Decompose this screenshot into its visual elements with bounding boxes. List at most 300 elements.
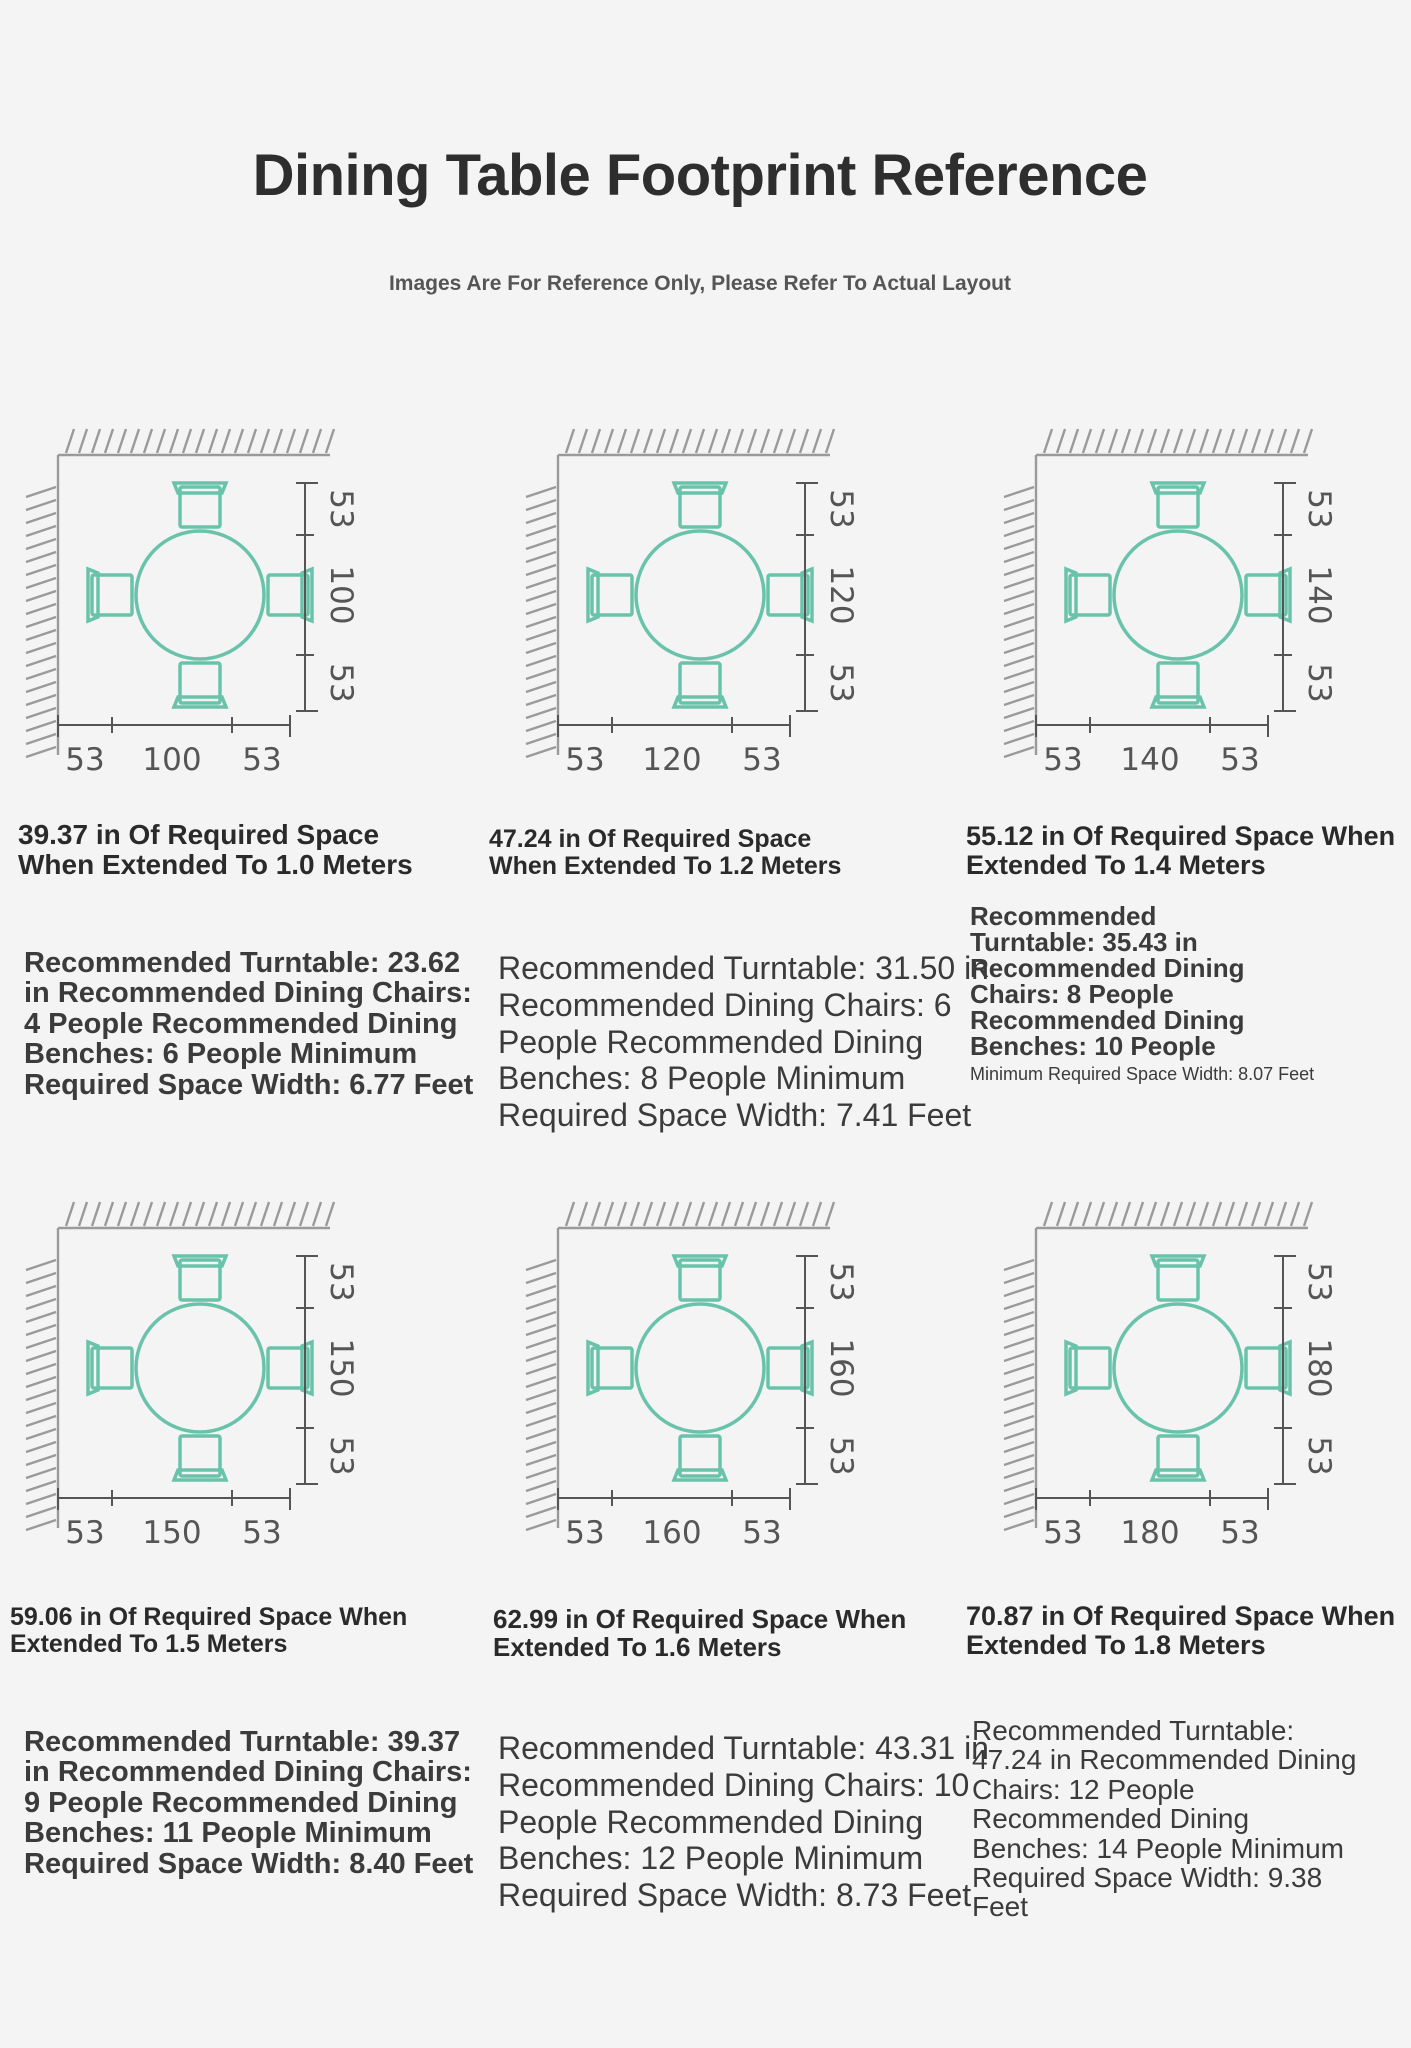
wall-hatch-mark — [300, 429, 308, 453]
wall-hatch-mark — [287, 429, 295, 453]
wall-hatch-mark — [274, 429, 282, 453]
wall-hatch-mark — [618, 1202, 626, 1226]
wall-hatch-mark — [1004, 617, 1034, 627]
wall-hatch-mark — [526, 1390, 556, 1400]
wall-hatch-mark — [813, 429, 821, 453]
wall-hatch-mark — [1304, 429, 1312, 453]
wall-hatch-mark — [526, 682, 556, 692]
dim-right-middle: 120 — [823, 565, 859, 625]
chair-bottom — [674, 663, 726, 707]
wall-hatch-mark — [66, 429, 74, 453]
wall-hatch-mark — [183, 1202, 191, 1226]
wall-hatch-mark — [1004, 1364, 1034, 1374]
wall-hatch-mark — [1004, 1325, 1034, 1335]
spec-2: Recommended Turntable: 31.50 in Recommended Dining Chairs: 6 People Recommended Dining Benches: 8 People Minimum Required Space Width: 7.41 Feet — [498, 950, 989, 1134]
left-wall — [526, 455, 558, 757]
wall-hatch-mark — [196, 429, 204, 453]
wall-hatch-mark — [222, 429, 230, 453]
table-set — [588, 1256, 812, 1480]
wall-hatch-mark — [526, 513, 556, 523]
wall-hatch-mark — [1226, 429, 1234, 453]
wall-hatch-mark — [144, 429, 152, 453]
wall-hatch-mark — [196, 1202, 204, 1226]
chair-left — [1066, 1342, 1110, 1394]
floor-plan-5 — [500, 1198, 860, 1558]
wall-hatch-mark — [26, 1390, 56, 1400]
wall-hatch-mark — [735, 1202, 743, 1226]
wall-hatch-mark — [526, 604, 556, 614]
wall-hatch-mark — [1161, 1202, 1169, 1226]
chair-left — [588, 569, 632, 621]
wall-hatch-mark — [26, 630, 56, 640]
wall-hatch-mark — [1004, 630, 1034, 640]
dim-bottom-right: 53 — [1220, 1515, 1260, 1551]
page-title: Dining Table Footprint Reference — [252, 143, 1148, 208]
wall-hatch-mark — [1096, 429, 1104, 453]
wall-hatch-mark — [79, 1202, 87, 1226]
wall-hatch-mark — [526, 565, 556, 575]
wall-hatch-mark — [696, 429, 704, 453]
wall-hatch-mark — [1004, 487, 1034, 497]
wall-hatch-mark — [118, 1202, 126, 1226]
floor-plan-4 — [0, 1198, 360, 1558]
dim-right-top: 53 — [1301, 489, 1337, 529]
wall-hatch-mark — [183, 429, 191, 453]
wall-hatch-mark — [1148, 429, 1156, 453]
wall-hatch-mark — [526, 669, 556, 679]
spec-3-text: Recommended Turntable: 35.43 in Recommended Dining Chairs: 8 People Recommended Dining Benches: 10 People — [970, 901, 1245, 1061]
wall-hatch-mark — [1291, 1202, 1299, 1226]
wall-hatch-mark — [1004, 1286, 1034, 1296]
wall-hatch-mark — [1004, 539, 1034, 549]
wall-hatch-mark — [248, 429, 256, 453]
wall-hatch-mark — [657, 429, 665, 453]
wall-hatch-mark — [26, 1338, 56, 1348]
wall-hatch-mark — [26, 1442, 56, 1452]
wall-hatch-mark — [800, 429, 808, 453]
round-table — [1114, 1304, 1242, 1432]
wall-hatch-mark — [526, 617, 556, 627]
caption-2: 47.24 in Of Required Space When Extended To 1.2 Meters — [489, 825, 842, 880]
dim-bottom-left: 53 — [65, 1515, 105, 1551]
chair-top — [1152, 483, 1204, 527]
dim-bottom-middle: 160 — [642, 1515, 702, 1551]
wall-hatch-mark — [235, 1202, 243, 1226]
wall-hatch-mark — [748, 429, 756, 453]
left-wall — [526, 1228, 558, 1530]
dim-bottom-right: 53 — [242, 1515, 282, 1551]
dim-right-middle: 160 — [823, 1338, 859, 1398]
dim-right-middle: 180 — [1301, 1338, 1337, 1398]
wall-hatch-mark — [526, 643, 556, 653]
dim-bottom-middle: 120 — [642, 742, 702, 778]
wall-hatch-mark — [26, 708, 56, 718]
wall-hatch-mark — [800, 1202, 808, 1226]
wall-hatch-mark — [261, 1202, 269, 1226]
wall-hatch-mark — [1044, 429, 1052, 453]
wall-hatch-mark — [526, 591, 556, 601]
wall-hatch-mark — [1004, 1442, 1034, 1452]
spec-3 — [970, 901, 1315, 1084]
wall-hatch-mark — [748, 1202, 756, 1226]
wall-hatch-mark — [157, 429, 165, 453]
wall-hatch-mark — [526, 1351, 556, 1361]
top-wall — [58, 429, 334, 455]
wall-hatch-mark — [1278, 1202, 1286, 1226]
wall-hatch-mark — [26, 1520, 56, 1530]
dim-bottom-left: 53 — [65, 742, 105, 778]
wall-hatch-mark — [157, 1202, 165, 1226]
wall-hatch-mark — [1004, 656, 1034, 666]
wall-hatch-mark — [26, 539, 56, 549]
wall-hatch-mark — [526, 1481, 556, 1491]
wall-hatch-mark — [26, 1325, 56, 1335]
dim-bottom-right: 53 — [742, 742, 782, 778]
wall-hatch-mark — [592, 1202, 600, 1226]
bottom-dimension-line — [558, 715, 790, 737]
wall-hatch-mark — [722, 429, 730, 453]
dim-bottom-middle: 100 — [142, 742, 202, 778]
wall-hatch-mark — [1004, 1273, 1034, 1283]
chair-bottom — [174, 1436, 226, 1480]
wall-hatch-mark — [235, 429, 243, 453]
table-set — [1066, 483, 1290, 707]
wall-hatch-mark — [26, 734, 56, 744]
wall-hatch-mark — [26, 695, 56, 705]
dim-right-middle: 140 — [1301, 565, 1337, 625]
wall-hatch-mark — [1109, 1202, 1117, 1226]
wall-hatch-mark — [787, 1202, 795, 1226]
wall-hatch-mark — [696, 1202, 704, 1226]
wall-hatch-mark — [526, 552, 556, 562]
wall-hatch-mark — [1004, 1351, 1034, 1361]
top-wall — [1036, 1202, 1312, 1228]
wall-hatch-mark — [1004, 1377, 1034, 1387]
wall-hatch-mark — [26, 513, 56, 523]
wall-hatch-mark — [526, 1260, 556, 1270]
wall-hatch-mark — [105, 1202, 113, 1226]
floor-plan-svg — [978, 1198, 1338, 1558]
wall-hatch-mark — [1004, 1520, 1034, 1530]
wall-hatch-mark — [526, 734, 556, 744]
top-wall — [558, 1202, 834, 1228]
wall-hatch-mark — [670, 1202, 678, 1226]
wall-hatch-mark — [1291, 429, 1299, 453]
wall-hatch-mark — [26, 656, 56, 666]
wall-hatch-mark — [605, 1202, 613, 1226]
wall-hatch-mark — [1213, 1202, 1221, 1226]
wall-hatch-mark — [1304, 1202, 1312, 1226]
wall-hatch-mark — [1252, 1202, 1260, 1226]
wall-hatch-mark — [526, 695, 556, 705]
wall-hatch-mark — [26, 552, 56, 562]
wall-hatch-mark — [313, 429, 321, 453]
wall-hatch-mark — [144, 1202, 152, 1226]
dim-right-top: 53 — [823, 1262, 859, 1302]
dim-right-bottom: 53 — [1301, 663, 1337, 703]
chair-bottom — [1152, 1436, 1204, 1480]
wall-hatch-mark — [1004, 578, 1034, 588]
wall-hatch-mark — [118, 429, 126, 453]
wall-hatch-mark — [566, 429, 574, 453]
wall-hatch-mark — [579, 1202, 587, 1226]
wall-hatch-mark — [526, 1429, 556, 1439]
wall-hatch-mark — [26, 721, 56, 731]
wall-hatch-mark — [526, 526, 556, 536]
wall-hatch-mark — [1004, 500, 1034, 510]
dim-bottom-left: 53 — [1043, 1515, 1083, 1551]
left-wall — [1004, 455, 1036, 757]
top-wall — [58, 1202, 334, 1228]
floor-plan-1 — [0, 425, 360, 785]
dim-bottom-left: 53 — [1043, 742, 1083, 778]
dim-right-top: 53 — [1301, 1262, 1337, 1302]
wall-hatch-mark — [1278, 429, 1286, 453]
wall-hatch-mark — [566, 1202, 574, 1226]
dim-bottom-middle: 150 — [142, 1515, 202, 1551]
wall-hatch-mark — [526, 1455, 556, 1465]
wall-hatch-mark — [26, 1494, 56, 1504]
spec-1: Recommended Turntable: 23.62 in Recommended Dining Chairs: 4 People Recommended Dining Benches: 6 People Minimum Required Space Width: 6.77 Feet — [24, 947, 474, 1101]
wall-hatch-mark — [26, 1416, 56, 1426]
wall-hatch-mark — [209, 1202, 217, 1226]
wall-hatch-mark — [526, 1364, 556, 1374]
wall-hatch-mark — [26, 526, 56, 536]
wall-hatch-mark — [26, 1273, 56, 1283]
wall-hatch-mark — [326, 1202, 334, 1226]
wall-hatch-mark — [1265, 429, 1273, 453]
wall-hatch-mark — [631, 429, 639, 453]
dim-bottom-middle: 180 — [1120, 1515, 1180, 1551]
top-wall — [558, 429, 834, 455]
wall-hatch-mark — [1044, 1202, 1052, 1226]
wall-hatch-mark — [1004, 747, 1034, 757]
wall-hatch-mark — [526, 1442, 556, 1452]
wall-hatch-mark — [313, 1202, 321, 1226]
floor-plan-6 — [978, 1198, 1338, 1558]
floor-plan-svg — [0, 1198, 360, 1558]
wall-hatch-mark — [26, 747, 56, 757]
floor-plan-2 — [500, 425, 860, 785]
wall-hatch-mark — [1057, 429, 1065, 453]
chair-left — [588, 1342, 632, 1394]
wall-hatch-mark — [787, 429, 795, 453]
wall-hatch-mark — [274, 1202, 282, 1226]
wall-hatch-mark — [1239, 429, 1247, 453]
wall-hatch-mark — [526, 578, 556, 588]
floor-plan-svg — [500, 425, 860, 785]
wall-hatch-mark — [1070, 429, 1078, 453]
wall-hatch-mark — [1004, 526, 1034, 536]
wall-hatch-mark — [26, 617, 56, 627]
wall-hatch-mark — [1070, 1202, 1078, 1226]
wall-hatch-mark — [170, 1202, 178, 1226]
round-table — [136, 1304, 264, 1432]
table-set — [88, 1256, 312, 1480]
caption-4: 59.06 in Of Required Space When Extended To 1.5 Meters — [10, 1603, 408, 1658]
wall-hatch-mark — [774, 429, 782, 453]
wall-hatch-mark — [526, 1312, 556, 1322]
wall-hatch-mark — [1135, 429, 1143, 453]
wall-hatch-mark — [526, 1403, 556, 1413]
wall-hatch-mark — [1096, 1202, 1104, 1226]
wall-hatch-mark — [722, 1202, 730, 1226]
wall-hatch-mark — [526, 708, 556, 718]
table-set — [588, 483, 812, 707]
wall-hatch-mark — [1004, 643, 1034, 653]
wall-hatch-mark — [26, 1351, 56, 1361]
chair-top — [1152, 1256, 1204, 1300]
wall-hatch-mark — [526, 1299, 556, 1309]
wall-hatch-mark — [1252, 429, 1260, 453]
wall-hatch-mark — [644, 429, 652, 453]
chair-top — [174, 483, 226, 527]
wall-hatch-mark — [761, 429, 769, 453]
spec-5: Recommended Turntable: 43.31 in Recommended Dining Chairs: 10 People Recommended Dining Benches: 12 People Minimum Required Space Width: 8.73 Feet — [498, 1730, 989, 1914]
wall-hatch-mark — [1004, 1481, 1034, 1491]
wall-hatch-mark — [26, 487, 56, 497]
wall-hatch-mark — [1161, 429, 1169, 453]
wall-hatch-mark — [1004, 721, 1034, 731]
wall-hatch-mark — [1004, 682, 1034, 692]
floor-plan-svg — [0, 425, 360, 785]
wall-hatch-mark — [1187, 429, 1195, 453]
wall-hatch-mark — [1187, 1202, 1195, 1226]
wall-hatch-mark — [1004, 1338, 1034, 1348]
chair-bottom — [1152, 663, 1204, 707]
wall-hatch-mark — [657, 1202, 665, 1226]
wall-hatch-mark — [1200, 1202, 1208, 1226]
wall-hatch-mark — [1004, 1312, 1034, 1322]
wall-hatch-mark — [26, 1286, 56, 1296]
wall-hatch-mark — [1004, 1416, 1034, 1426]
wall-hatch-mark — [26, 1377, 56, 1387]
chair-bottom — [174, 663, 226, 707]
wall-hatch-mark — [1083, 1202, 1091, 1226]
wall-hatch-mark — [735, 429, 743, 453]
wall-hatch-mark — [1083, 429, 1091, 453]
wall-hatch-mark — [1004, 513, 1034, 523]
wall-hatch-mark — [579, 429, 587, 453]
chair-top — [674, 1256, 726, 1300]
left-wall — [26, 455, 58, 757]
wall-hatch-mark — [1004, 695, 1034, 705]
wall-hatch-mark — [26, 1364, 56, 1374]
wall-hatch-mark — [26, 565, 56, 575]
wall-hatch-mark — [26, 643, 56, 653]
wall-hatch-mark — [526, 1416, 556, 1426]
wall-hatch-mark — [526, 1507, 556, 1517]
wall-hatch-mark — [683, 1202, 691, 1226]
wall-hatch-mark — [1004, 1429, 1034, 1439]
wall-hatch-mark — [1004, 1507, 1034, 1517]
bottom-dimension-line — [58, 1488, 290, 1510]
wall-hatch-mark — [1265, 1202, 1273, 1226]
wall-hatch-mark — [826, 429, 834, 453]
wall-hatch-mark — [26, 1481, 56, 1491]
wall-hatch-mark — [1004, 1403, 1034, 1413]
dim-right-top: 53 — [323, 489, 359, 529]
dim-bottom-right: 53 — [242, 742, 282, 778]
page-subtitle: Images Are For Reference Only, Please Refer To Actual Layout — [388, 272, 1012, 295]
wall-hatch-mark — [1174, 429, 1182, 453]
wall-hatch-mark — [1004, 565, 1034, 575]
wall-hatch-mark — [826, 1202, 834, 1226]
dim-right-bottom: 53 — [323, 663, 359, 703]
caption-1: 39.37 in Of Required Space When Extended To 1.0 Meters — [18, 819, 413, 881]
wall-hatch-mark — [526, 721, 556, 731]
left-wall — [26, 1228, 58, 1530]
round-table — [636, 1304, 764, 1432]
wall-hatch-mark — [26, 1299, 56, 1309]
wall-hatch-mark — [813, 1202, 821, 1226]
wall-hatch-mark — [26, 1455, 56, 1465]
wall-hatch-mark — [1004, 669, 1034, 679]
floor-plan-svg — [978, 425, 1338, 785]
dim-right-bottom: 53 — [1301, 1436, 1337, 1476]
wall-hatch-mark — [105, 429, 113, 453]
wall-hatch-mark — [26, 1403, 56, 1413]
wall-hatch-mark — [26, 1260, 56, 1270]
wall-hatch-mark — [261, 429, 269, 453]
wall-hatch-mark — [526, 1377, 556, 1387]
wall-hatch-mark — [526, 539, 556, 549]
chair-left — [88, 1342, 132, 1394]
wall-hatch-mark — [1148, 1202, 1156, 1226]
wall-hatch-mark — [526, 656, 556, 666]
bottom-dimension-line — [1036, 1488, 1268, 1510]
wall-hatch-mark — [1004, 1390, 1034, 1400]
wall-hatch-mark — [1004, 591, 1034, 601]
round-table — [1114, 531, 1242, 659]
wall-hatch-mark — [222, 1202, 230, 1226]
wall-hatch-mark — [526, 1286, 556, 1296]
wall-hatch-mark — [1122, 1202, 1130, 1226]
wall-hatch-mark — [670, 429, 678, 453]
bottom-dimension-line — [558, 1488, 790, 1510]
wall-hatch-mark — [1004, 1455, 1034, 1465]
top-wall — [1036, 429, 1312, 455]
dim-bottom-middle: 140 — [1120, 742, 1180, 778]
chair-left — [88, 569, 132, 621]
dim-bottom-left: 53 — [565, 1515, 605, 1551]
table-set — [1066, 1256, 1290, 1480]
bottom-dimension-line — [1036, 715, 1268, 737]
wall-hatch-mark — [287, 1202, 295, 1226]
dim-right-bottom: 53 — [323, 1436, 359, 1476]
wall-hatch-mark — [1213, 429, 1221, 453]
wall-hatch-mark — [209, 429, 217, 453]
wall-hatch-mark — [709, 1202, 717, 1226]
wall-hatch-mark — [526, 1468, 556, 1478]
wall-hatch-mark — [26, 1468, 56, 1478]
wall-hatch-mark — [683, 429, 691, 453]
wall-hatch-mark — [1109, 429, 1117, 453]
floor-plan-svg — [500, 1198, 860, 1558]
dim-right-middle: 150 — [323, 1338, 359, 1398]
wall-hatch-mark — [1239, 1202, 1247, 1226]
wall-hatch-mark — [26, 500, 56, 510]
spec-3-extra: Minimum Required Space Width: 8.07 Feet — [970, 1064, 1315, 1084]
spec-4: Recommended Turntable: 39.37 in Recommended Dining Chairs: 9 People Recommended Dining Benches: 11 People Minimum Required Space Width: 8.40 Feet — [24, 1726, 474, 1880]
wall-hatch-mark — [618, 429, 626, 453]
wall-hatch-mark — [26, 591, 56, 601]
wall-hatch-mark — [1004, 1494, 1034, 1504]
wall-hatch-mark — [1004, 604, 1034, 614]
wall-hatch-mark — [131, 429, 139, 453]
floor-plan-3 — [978, 425, 1338, 785]
wall-hatch-mark — [300, 1202, 308, 1226]
